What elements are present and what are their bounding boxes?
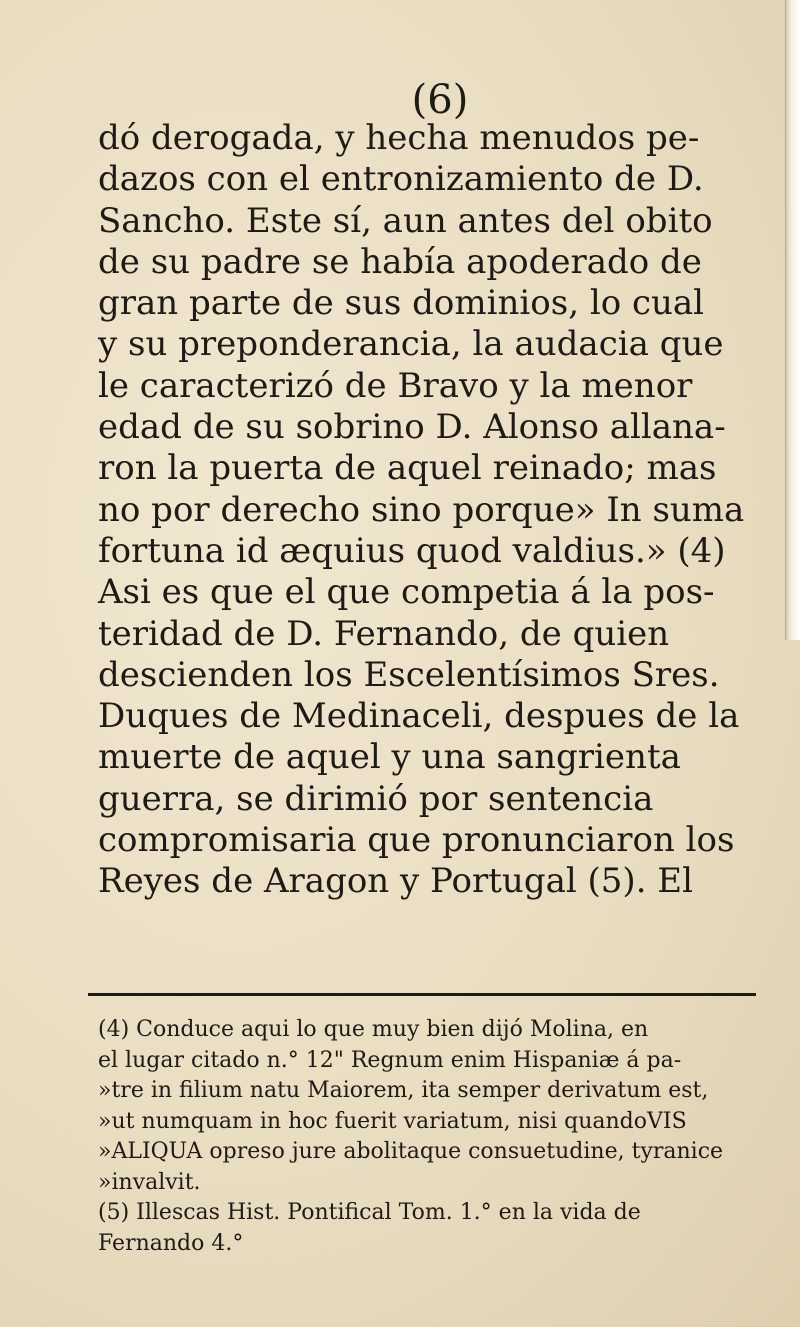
body-line: compromisaria que pronunciaron los <box>98 820 735 861</box>
body-line: y su preponderancia, la audacia que <box>98 324 724 365</box>
body-line: edad de su sobrino D. Alonso allana- <box>98 407 726 448</box>
body-text <box>98 118 778 903</box>
page-number: (6) <box>411 77 469 123</box>
body-line: guerra, se dirimió por sentencia <box>98 778 654 819</box>
footnote-line: »tre in filium natu Maiorem, ita semper derivatum est, <box>98 1078 709 1103</box>
footnote-line: »ut numquam in hoc fuerit variatum, nisi quandoVIS <box>98 1108 687 1134</box>
body-line: ron la puerta de aquel reinado; mas <box>98 448 717 489</box>
footnote-line: »ALIQUA opreso jure abolitaque consuetudine, tyranice <box>98 1139 724 1164</box>
body-line: teridad de D. Fernando, de quien <box>98 613 670 654</box>
body-line: descienden los Escelentísimos Sres. <box>98 654 720 695</box>
body-line: le caracterizó de Bravo y la menor <box>98 365 693 406</box>
body-line: muerte de aquel y una sangrienta <box>98 737 681 778</box>
footnotes <box>98 1015 778 1259</box>
body-line: Asi es que el que competia á la pos- <box>98 572 715 613</box>
body-line: Duques de Medinaceli, despues de la <box>98 696 740 737</box>
body-line: no por derecho sino porque» In suma <box>98 489 745 530</box>
footnote-line: el lugar citado n.° 12" Regnum enim Hispaniæ á pa- <box>98 1047 682 1073</box>
body-line: fortuna id æquius quod valdius.» (4) <box>98 530 726 571</box>
footnote-line: (4) Conduce aqui lo que muy bien dijó Molina, en <box>98 1017 649 1042</box>
body-line: Reyes de Aragon y Portugal (5). El <box>98 861 693 902</box>
footnote-line: (5) Illescas Hist. Pontifical Tom. 1.° en la vida de <box>98 1200 641 1225</box>
footnote-line: »invalvit. <box>98 1169 201 1195</box>
body-line: de su padre se había apoderado de <box>98 241 702 282</box>
body-line: dazos con el entronizamiento de D. <box>98 159 704 200</box>
body-line: dó derogada, y hecha menudos pe- <box>98 118 700 158</box>
footnote-divider <box>88 993 756 996</box>
footnote-line: Fernando 4.° <box>98 1230 244 1256</box>
body-line: Sancho. Este sí, aun antes del obito <box>98 200 713 241</box>
body-line: gran parte de sus dominios, lo cual <box>98 283 705 324</box>
